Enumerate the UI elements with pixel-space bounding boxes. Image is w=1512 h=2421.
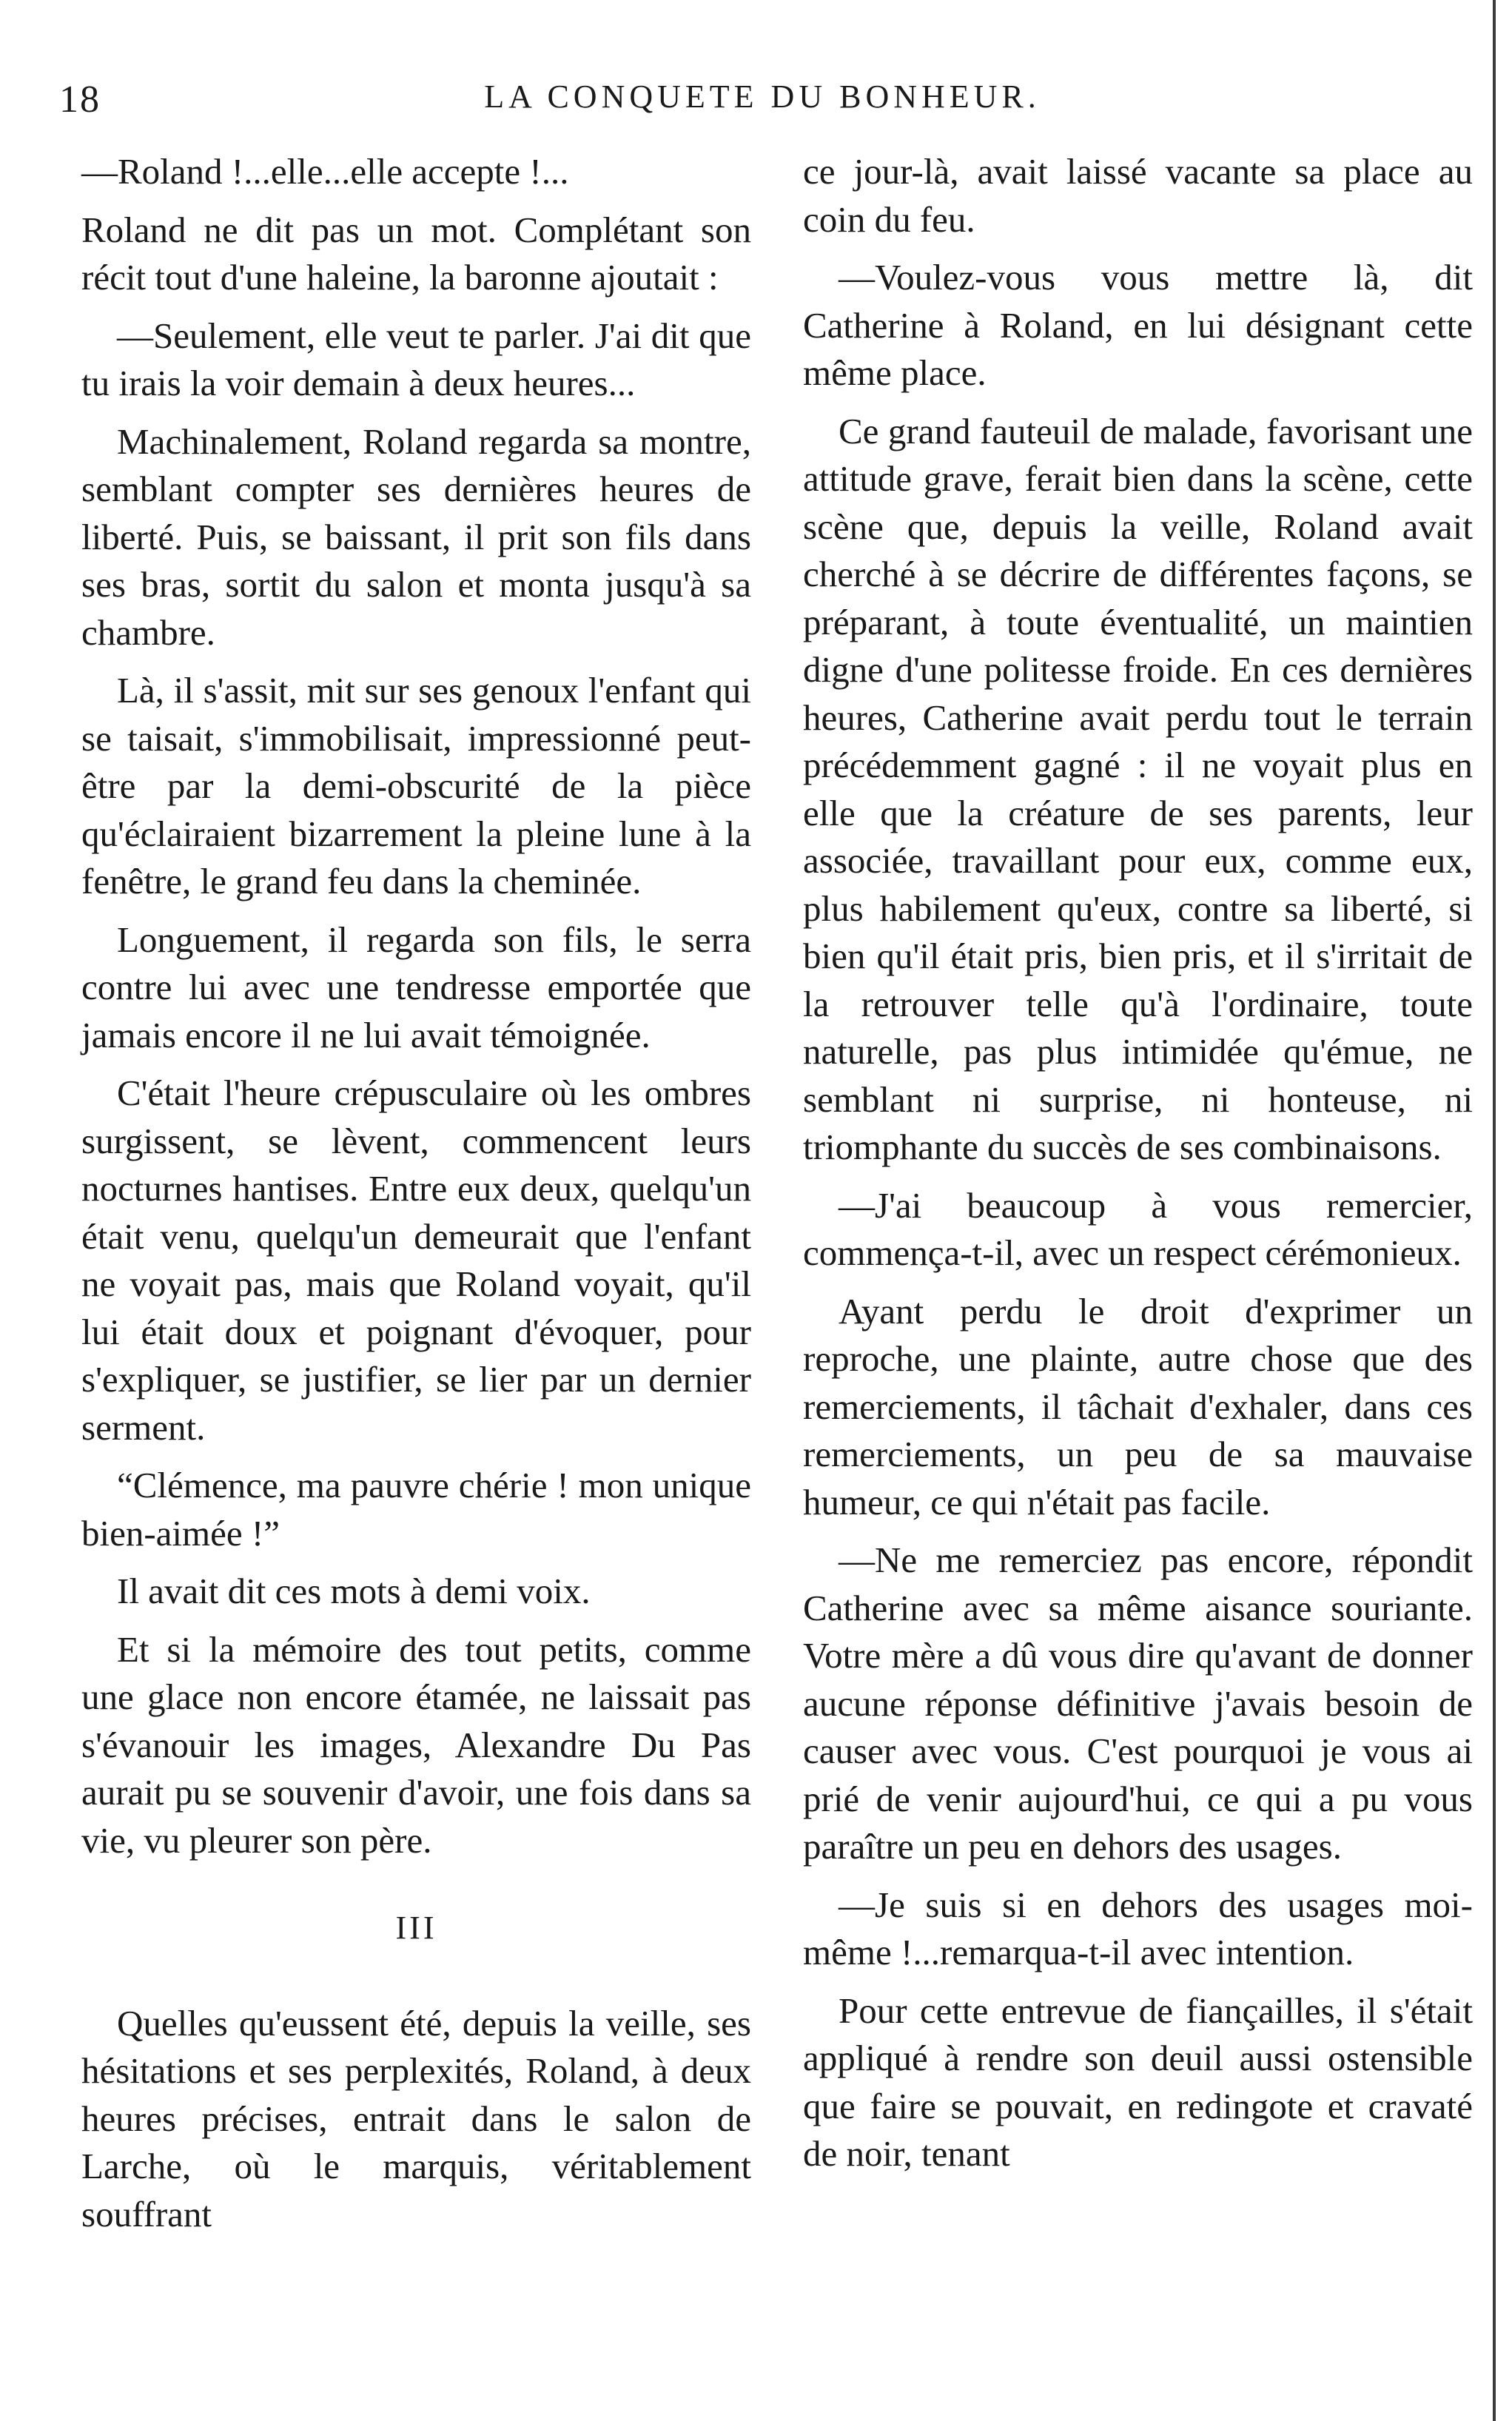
- running-title: LA CONQUETE DU BONHEUR.: [484, 78, 1041, 115]
- page-header: [59, 78, 1465, 130]
- paragraph: Il avait dit ces mots à demi voix.: [117, 1571, 591, 1611]
- paragraph: Roland ne dit pas un mot. Complétant son récit tout d'une haleine, la baronne ajoutait :: [81, 209, 751, 298]
- paragraph: —Seulement, elle veut te parler. J'ai dit que tu irais la voir demain à deux heures...: [81, 315, 751, 403]
- paragraph: —J'ai beaucoup à vous remercier, commença-t-il, avec un respect cérémonieux.: [803, 1184, 1473, 1273]
- paragraph: C'était l'heure crépusculaire où les ombres surgissent, se lèvent, commencent leurs nocturnes hantises. Entre eux deux, quelqu'un était venu, quelqu'un demeurait que l'enfant ne voyait pas, mais que Roland voyait, qu'il lui était doux et poignant d'évoquer, pour s'expliquer, se justifier, se lier par un dernier serment.: [81, 1072, 751, 1448]
- paragraph: Là, il s'assit, mit sur ses genoux l'enfant qui se taisait, s'immobilisait, impressionné peut-être par la demi-obscurité de la pièce qu'éclairaient bizarrement la pleine lune à la fenêtre, le grand feu dans la cheminée.: [81, 670, 751, 901]
- paragraph: —Je suis si en dehors des usages moi-même !...remarqua-t-il avec intention.: [803, 1884, 1473, 1972]
- paragraph: ce jour-là, avait laissé vacante sa place au coin du feu.: [803, 151, 1473, 240]
- page-edge: [1493, 0, 1496, 2421]
- left-column: [81, 148, 751, 2249]
- paragraph: Et si la mémoire des tout petits, comme une glace non encore étamée, ne laissait pas s'évanouir les images, Alexandre Du Pas aurait pu se souvenir d'avoir, une fois dans sa vie, vu pleurer son père.: [81, 1628, 751, 1861]
- paragraph: Ce grand fauteuil de malade, favorisant une attitude grave, ferait bien dans la scène, cette scène que, depuis la veille, Roland avait cherché à se décrire de différentes façons, se préparant, à toute éventualité, un maintien digne d'une politesse froide. En ces dernières heures, Catherine avait perdu tout le terrain précédemment gagné : il ne voyait plus en elle que la créature de ses parents, leur associée, travaillant pour eux, comme eux, plus habilement qu'eux, contre sa liberté, si bien qu'il était pris, bien pris, et il s'irritait de la retrouver telle qu'à l'ordinaire, toute naturelle, pas plus intimidée qu'émue, ne semblant ni surprise, ni honteuse, ni triomphante du succès de ses combinaisons.: [803, 410, 1473, 1167]
- page-number: 18: [59, 78, 101, 121]
- paragraph: —Roland !...elle...elle accepte !...: [81, 151, 569, 192]
- paragraph: Longuement, il regarda son fils, le serra contre lui avec une tendresse emportée que jamais encore il ne lui avait témoignée.: [81, 919, 751, 1055]
- section-number: III: [395, 1910, 437, 1946]
- paragraph: Pour cette entrevue de fiançailles, il s'était appliqué à rendre son deuil aussi ostensible que faire se pouvait, en redingote et cravaté de noir, tenant: [803, 1989, 1473, 2174]
- paragraph: “Clémence, ma pauvre chérie ! mon unique bien-aimée !”: [81, 1465, 751, 1554]
- paragraph: —Ne me remerciez pas encore, répondit Catherine avec sa même aisance souriante. Votre mère a dû vous dire qu'avant de donner aucune réponse définitive j'avais besoin de causer avec vous. C'est pourquoi je vous ai prié de venir aujourd'hui, ce qui a pu vous paraître un peu en dehors des usages.: [803, 1539, 1473, 1867]
- paragraph: Machinalement, Roland regarda sa montre, semblant compter ses dernières heures de liberté. Puis, se baissant, il prit son fils dans ses bras, sortit du salon et monta jusqu'à sa chambre.: [81, 420, 751, 653]
- paragraph: Ayant perdu le droit d'exprimer un reproche, une plainte, autre chose que des remerciements, il tâchait d'exhaler, dans ces remerciements, un peu de sa mauvaise humeur, ce qui n'était pas facile.: [803, 1290, 1473, 1522]
- right-column: [803, 148, 1473, 2189]
- paragraph: Quelles qu'eussent été, depuis la veille, ses hésitations et ses perplexités, Roland, à deux heures précises, entrait dans le salon de Larche, où le marquis, véritablement souffrant: [81, 2002, 751, 2234]
- paragraph: —Voulez-vous vous mettre là, dit Catherine à Roland, en lui désignant cette même place.: [803, 257, 1473, 393]
